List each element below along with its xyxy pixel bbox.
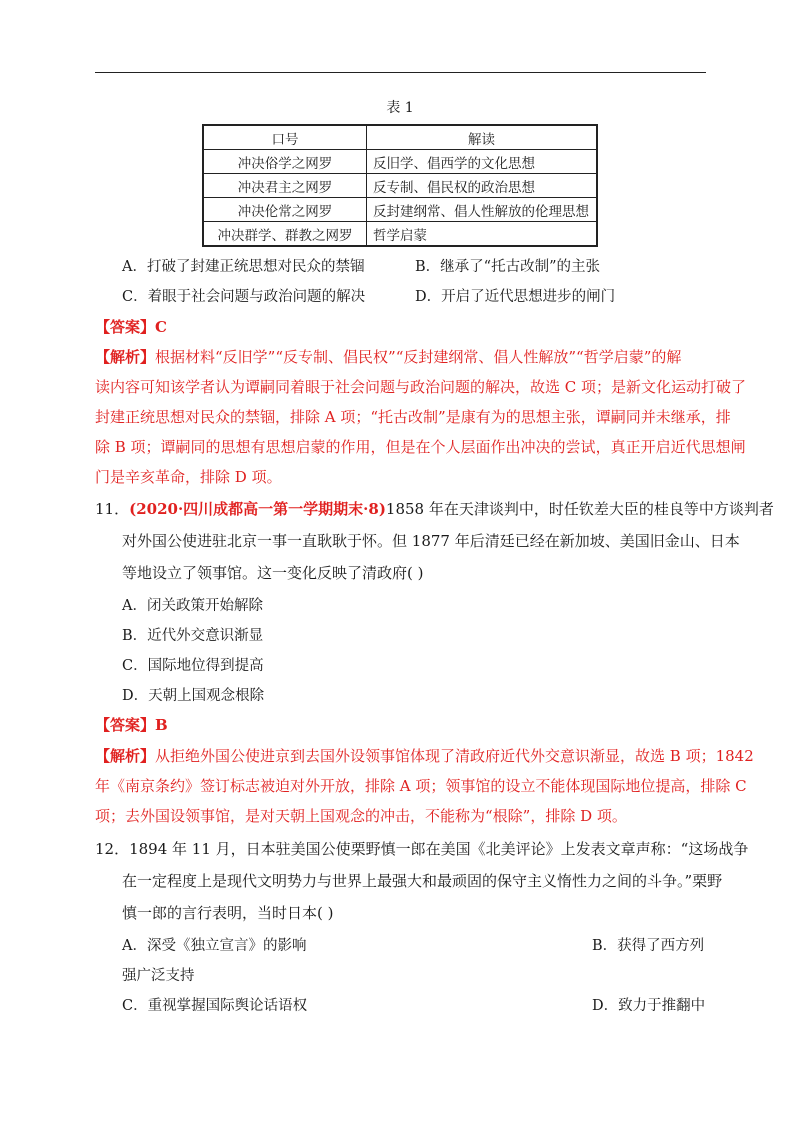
q11-stem-line [95, 498, 774, 519]
q12-option-a: A．深受《独立宣言》的影响 [122, 938, 307, 954]
q12-stem-text: 1894 年 11 月，日本驻美国公使栗野慎一郎在美国《北美评论》上发表文章声称：“这场战争 [129, 840, 749, 858]
q12-option-c: C．重视掌握国际舆论话语权 [122, 998, 308, 1014]
q10-option-c: C．着眼于社会问题与政治问题的解决 [122, 289, 366, 305]
q11-option-d: D．天朝上国观念根除 [122, 688, 265, 704]
q10-analysis-line: 封建正统思想对民众的禁锢，排除 A 项；“托古改制”是康有为的思想主张，谭嗣同并未继承，排 [95, 408, 731, 426]
q11-option-b: B．近代外交意识渐显 [122, 628, 264, 644]
q12-option-b-continued: 强广泛支持 [122, 968, 195, 984]
table-row [203, 198, 597, 222]
q10-option-d: D．开启了近代思想进步的闸门 [415, 289, 616, 305]
q10-analysis-line: 门是辛亥革命，排除 D 项。 [95, 468, 282, 486]
q11-analysis-line: 项；去外国设领事馆，是对天朝上国观念的冲击，不能称为“根除”，排除 D 项。 [95, 807, 627, 825]
header-rule [95, 72, 706, 73]
q10-analysis-line: 读内容可知该学者认为谭嗣同着眼于社会问题与政治问题的解决，故选 C 项；是新文化运动打破了 [95, 378, 747, 396]
q12-stem-line [95, 838, 748, 859]
q11-stem-text: 1858 年在天津谈判中，时任钦差大臣的桂良等中方谈判者 [385, 500, 774, 518]
table-row [203, 174, 597, 198]
q10-answer: 【答案】C [95, 318, 167, 336]
q11-option-a: A．闭关政策开始解除 [122, 598, 263, 614]
q11-stem-line: 对外国公使进驻北京一事一直耿耿于怀。但 1877 年后清廷已经在新加坡、美国旧金山、日本 [122, 532, 740, 550]
q10-analysis-text: 根据材料“反旧学”“反专制、倡民权”“反封建纲常、倡人性解放”“哲学启蒙”的解 [155, 348, 682, 366]
table-cell-interpretation: 反专制、倡民权的政治思想 [367, 174, 598, 198]
table-cell-interpretation: 反封建纲常、倡人性解放的伦理思想 [367, 198, 598, 222]
table-header-row [203, 125, 597, 150]
table-cell-interpretation: 反旧学、倡西学的文化思想 [367, 150, 598, 174]
q12-number: 12． [95, 840, 130, 858]
q10-analysis-label: 【解析】 [95, 348, 156, 366]
q11-source: (2020·四川成都高一第一学期期末·8) [129, 500, 386, 518]
table-header-cell: 口号 [203, 125, 367, 150]
q12-stem-line: 在一定程度上是现代文明势力与世界上最强大和最顽固的保守主义惰性力之间的斗争。”栗野 [122, 872, 723, 890]
q11-stem-line: 等地设立了领事馆。这一变化反映了清政府( ) [122, 564, 424, 582]
q11-analysis-line [95, 745, 754, 766]
table-header-cell: 解读 [367, 125, 598, 150]
table-caption: 表 1 [386, 100, 414, 116]
table-cell-slogan: 冲决群学、群教之网罗 [203, 222, 367, 247]
q11-option-c: C．国际地位得到提高 [122, 658, 264, 674]
q12-option-d: D．致力于推翻中 [592, 998, 706, 1014]
q12-stem-line: 慎一郎的言行表明，当时日本( ) [122, 904, 334, 922]
q10-option-a: A．打破了封建正统思想对民众的禁锢 [122, 259, 365, 275]
table-cell-slogan: 冲决君主之网罗 [203, 174, 367, 198]
q11-analysis-label: 【解析】 [95, 747, 156, 765]
q11-number: 11． [95, 500, 130, 518]
table-row [203, 150, 597, 174]
table-cell-slogan: 冲决伦常之网罗 [203, 198, 367, 222]
q11-analysis-text: 从拒绝外国公使进京到去国外设领事馆体现了清政府近代外交意识渐显，故选 B 项；1842 [155, 747, 754, 765]
q10-analysis-line [95, 346, 681, 367]
table-cell-interpretation: 哲学启蒙 [367, 222, 598, 247]
q10-option-b: B．继承了“托古改制”的主张 [415, 259, 600, 275]
q11-answer: 【答案】B [95, 716, 168, 734]
q11-analysis-line: 年《南京条约》签订标志被迫对外开放，排除 A 项；领事馆的设立不能体现国际地位提高，排除 C [95, 777, 747, 795]
table-cell-slogan: 冲决俗学之网罗 [203, 150, 367, 174]
slogan-table [202, 124, 598, 247]
table-row [203, 222, 597, 247]
q12-option-b: B．获得了西方列 [592, 938, 705, 954]
q10-analysis-line: 除 B 项；谭嗣同的思想有思想启蒙的作用，但是在个人层面作出冲决的尝试，真正开启近代思想闸 [95, 438, 746, 456]
